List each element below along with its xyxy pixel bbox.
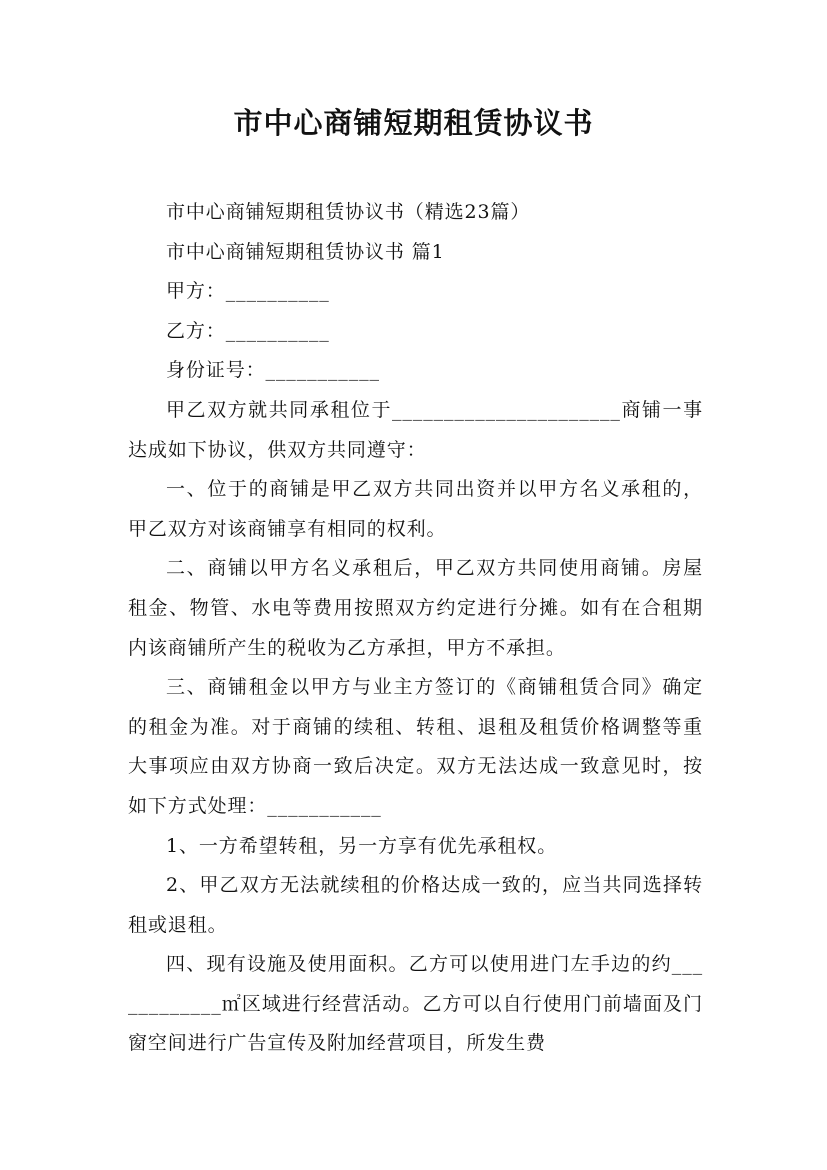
paragraph-subclause-1: 1、一方希望转租，另一方享有优先承租权。 (166, 834, 558, 857)
document-title: 市中心商铺短期租赁协议书 (233, 106, 594, 140)
paragraph-clause-1: 一、位于的商铺是甲乙双方共同出资并以甲方名义承租的，甲乙双方对该商铺享有相同的权利。 (128, 478, 703, 540)
paragraph-subtitle: 市中心商铺短期租赁协议书（精选23篇） (166, 201, 531, 223)
paragraph-party-a: 甲方：__________ (166, 280, 330, 303)
document-body (128, 193, 703, 1064)
paragraph-subclause-2: 2、甲乙双方无法就续租的价格达成一致的，应当共同选择转租或退租。 (128, 874, 703, 936)
paragraph-section-heading: 市中心商铺短期租赁协议书 篇1 (166, 240, 445, 263)
paragraph-clause-3: 三、商铺租金以甲方与业主方签订的《商铺租赁合同》确定的租金为准。对于商铺的续租、转租、退租及租赁价格调整等重大事项应由双方协商一致后决定。双方无法达成一致意见时，按如下方式处理：___________ (128, 676, 703, 817)
paragraph-party-b: 乙方：__________ (166, 319, 330, 342)
paragraph-intro: 甲乙双方就共同承租位于______________________商铺一事达成如下协议，供双方共同遵守： (128, 398, 703, 461)
paragraph-clause-4: 四、现有设施及使用面积。乙方可以使用进门左手边的约____________㎡区域进行经营活动。乙方可以自行使用门前墙面及门窗空间进行广告宣传及附加经营项目，所发生费 (128, 953, 703, 1055)
paragraph-id-number: 身份证号：___________ (166, 359, 380, 382)
paragraph-clause-2: 二、商铺以甲方名义承租后，甲乙双方共同使用商铺。房屋租金、物管、水电等费用按照双方约定进行分摊。如有在合租期内该商铺所产生的税收为乙方承担，甲方不承担。 (128, 557, 703, 659)
